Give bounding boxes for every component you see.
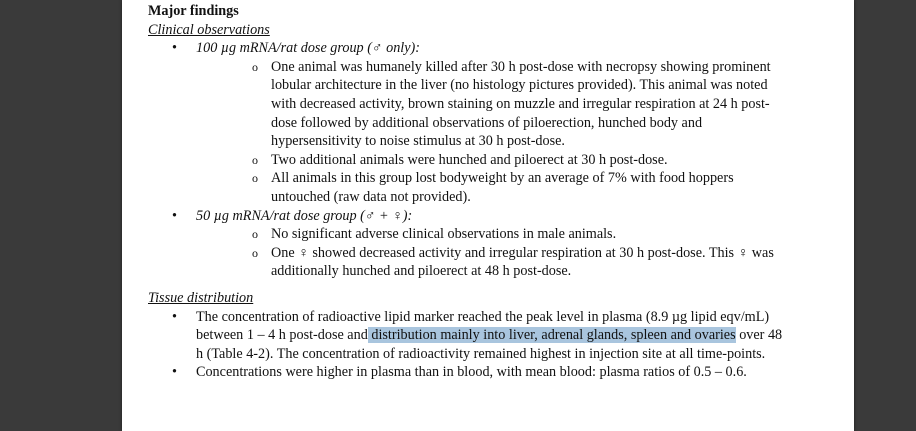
list-item-text: Two additional animals were hunched and piloerect at 30 h post-dose. xyxy=(271,151,668,168)
tissue-distribution-heading: Tissue distribution xyxy=(148,289,254,306)
list-item-text: over 48 h (Table 4-2). The concentration of radioactivity remained highest in injection site at all time-points. xyxy=(196,327,783,362)
list-item xyxy=(148,308,788,364)
circle-bullet-icon: o xyxy=(252,171,258,186)
circle-bullet-icon: o xyxy=(252,152,258,167)
circle-bullet-icon: o xyxy=(252,227,258,242)
dose-group-100 xyxy=(148,39,788,206)
bullet-icon: • xyxy=(172,40,177,57)
list-item xyxy=(196,244,788,281)
list-item xyxy=(196,151,788,170)
clinical-groups-list xyxy=(148,39,788,281)
dose-group-label: 100 µg mRNA/rat dose group (♂ only): xyxy=(196,40,420,57)
list-item-text: No significant adverse clinical observations in male animals. xyxy=(271,226,617,243)
list-item xyxy=(196,58,788,151)
dose-group-50 xyxy=(148,207,788,281)
bullet-icon: • xyxy=(172,364,177,381)
list-item-text: One ♀ showed decreased activity and irregular respiration at 30 h post-dose. This ♀ was additionally hunched and piloerect at 48 h post-dose. xyxy=(271,244,774,280)
list-item-text: One animal was humanely killed after 30 h post-dose with necropsy showing prominent lobular architecture in the liver (no histology pictures provided). This animal was noted with decreased activity, brown staining on muzzle and irregular respiration at 24 h post-dose followed by additional observations of piloerection, hunched body and hypersensitivity to noise stimulus at 30 h post-dose. xyxy=(271,58,771,150)
tissue-list xyxy=(148,308,788,382)
document-page xyxy=(122,0,854,431)
bullet-icon: • xyxy=(172,207,177,224)
list-item xyxy=(196,225,788,244)
list-item-text: The concentration of radioactive lipid marker reached the peak level in plasma (8.9 µg lipid eqv/mL) between 1 – 4 h post-dose and xyxy=(196,308,770,344)
list-item xyxy=(148,363,788,382)
list-item-text: All animals in this group lost bodyweight by an average of 7% with food hoppers untouched (raw data not provided). xyxy=(271,170,734,205)
section-heading: Major findings xyxy=(148,3,239,19)
document-content xyxy=(148,2,788,382)
list-item xyxy=(196,169,788,206)
selected-text-highlight[interactable]: distribution mainly into liver, adrenal glands, spleen and ovaries xyxy=(367,327,736,344)
circle-bullet-icon: o xyxy=(252,59,258,74)
clinical-observations-heading: Clinical observations xyxy=(148,21,270,38)
circle-bullet-icon: o xyxy=(252,245,258,260)
list-item-text: Concentrations were higher in plasma than in blood, with mean blood: plasma ratios of 0.5 – 0.6. xyxy=(196,364,747,381)
bullet-icon: • xyxy=(172,308,177,325)
dose-group-label: 50 µg mRNA/rat dose group (♂ + ♀): xyxy=(196,207,413,224)
